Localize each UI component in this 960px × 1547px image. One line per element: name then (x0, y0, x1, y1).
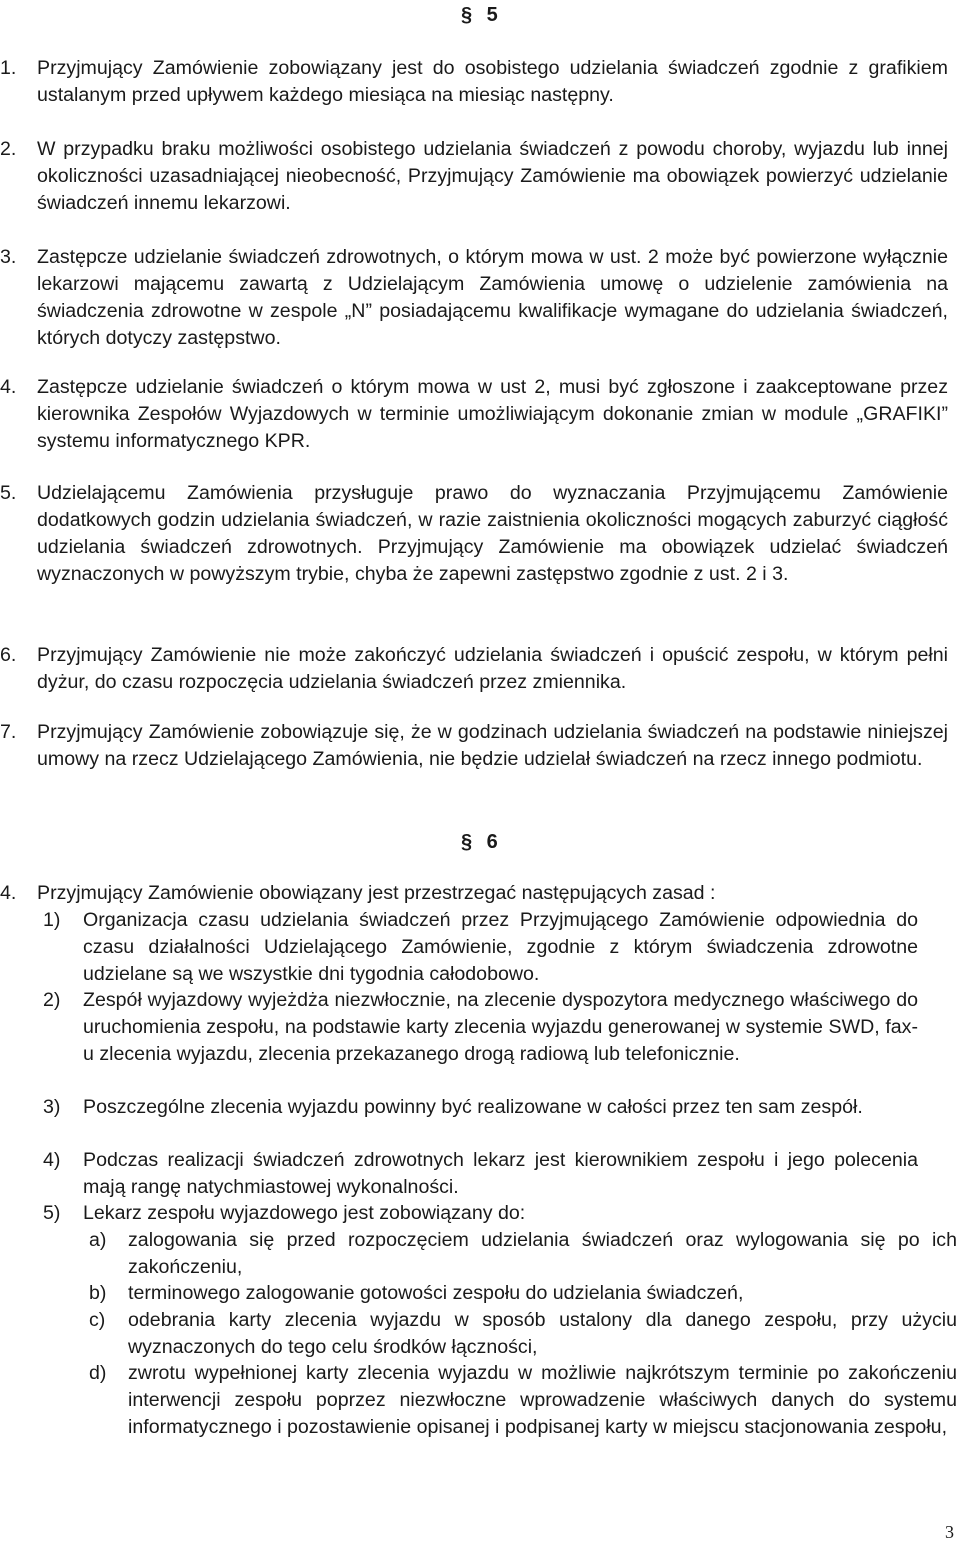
sub-item-b (89, 1280, 957, 1307)
sub-item-text: zwrotu wypełnionej karty zlecenia wyjazdu w możliwie najkrótszym terminie po zakończeniu interwencji zespołu poprzez niezwłoczne wprowadzenie właściwych danych do systemu informatycznego i pozostawienie opisanej i podpisanej karty w miejscu stacjonowania zespołu, (128, 1362, 957, 1438)
list-item-text: Zespół wyjazdowy wyjeżdża niezwłocznie, na zlecenie dyspozytora medycznego właściwego do uruchomienia zespołu, na podstawie karty zlecenia wyjazdu generowanej w systemie SWD, fax-u zlecenia wyjazdu, zlecenia przekazanego drogą radiową lub telefonicznie. (83, 989, 918, 1065)
sub-item-text: terminowego zalogowanie gotowości zespołu do udzielania świadczeń, (128, 1282, 744, 1304)
list-item-text: Lekarz zespołu wyjazdowego jest zobowiązany do: (83, 1202, 526, 1224)
page-number: 3 (945, 1522, 954, 1542)
list-item-5 (43, 1200, 918, 1227)
paragraph-number: 6. (0, 644, 17, 666)
sub-item-text: odebrania karty zlecenia wyjazdu w sposób ustalony dla danego zespołu, przy użyciu wyznaczonych do tego celu środków łączności, (128, 1309, 957, 1358)
sub-item-d (89, 1360, 957, 1441)
paragraph-text: W przypadku braku możliwości osobistego udzielania świadczeń z powodu choroby, wyjazdu lub innej okoliczności uzasadniającej nieobecność, Przyjmujący Zamówienie ma obowiązek powierzyć udzielanie świadczeń innemu lekarzowi. (37, 138, 948, 214)
section-sign: § (461, 831, 473, 853)
paragraph-5-6 (0, 642, 948, 696)
paragraph-5-1 (0, 55, 948, 109)
paragraph-text: Zastępcze udzielanie świadczeń o którym mowa w ust 2, musi być zgłoszone i zaakceptowane przez kierownika Zespołów Wyjazdowych w terminie umożliwiającym dokonanie zmian w module „GRAFIKI” systemu informatycznego KPR. (37, 376, 948, 452)
paragraph-number: 5. (0, 482, 17, 504)
sub-item-letter: c) (89, 1309, 106, 1331)
paragraph-6-4 (0, 880, 948, 907)
list-item-number: 5) (43, 1202, 61, 1224)
paragraph-5-2 (0, 136, 948, 217)
paragraph-number: 3. (0, 246, 17, 268)
list-item-text: Organizacja czasu udzielania świadczeń przez Przyjmującego Zamówienie odpowiednia do czasu działalności Udzielającego Zamówienie, zgodnie z którym świadczenia zdrowotne udzielane są we wszystkie dni tygodnia całodobowo. (83, 909, 918, 985)
paragraph-text: Przyjmujący Zamówienie nie może zakończyć udzielania świadczeń i opuścić zespołu, w którym pełni dyżur, do czasu rozpoczęcia udzielania świadczeń przez zmiennika. (37, 644, 948, 693)
paragraph-text: Przyjmujący Zamówienie zobowiązuje się, że w godzinach udzielania świadczeń na podstawie niniejszej umowy na rzecz Udzielającego Zamówienia, nie będzie udzielał świadczeń na rzecz innego podmiotu. (37, 721, 948, 770)
sub-item-letter: b) (89, 1282, 107, 1304)
paragraph-text: Udzielającemu Zamówienia przysługuje prawo do wyznaczania Przyjmującemu Zamówienie dodatkowych godzin udzielania świadczeń, w razie zaistnienia okoliczności mogących zaburzyć ciągłość udzielania świadczeń zdrowotnych. Przyjmujący Zamówienie ma obowiązek udzielać świadczeń wyznaczonych w powyższym trybie, chyba że zapewni zastępstwo zgodnie z ust. 2 i 3. (37, 482, 948, 585)
paragraph-text: Przyjmujący Zamówienie obowiązany jest przestrzegać następujących zasad : (37, 882, 716, 904)
sub-item-text: zalogowania się przed rozpoczęciem udzielania świadczeń oraz wylogowania się po ich zakończeniu, (128, 1229, 957, 1278)
list-item-2 (43, 987, 918, 1068)
list-item-4 (43, 1147, 918, 1201)
section-6-heading (461, 830, 498, 854)
section-number: 5 (486, 4, 499, 26)
paragraph-5-5 (0, 480, 948, 588)
sub-item-letter: d) (89, 1362, 107, 1384)
sub-item-a (89, 1227, 957, 1281)
section-number: 6 (486, 831, 499, 853)
list-item-1 (43, 907, 918, 988)
paragraph-number: 4. (0, 882, 17, 904)
list-item-text: Podczas realizacji świadczeń zdrowotnych lekarz jest kierownikiem zespołu i jego polecenia mają rangę natychmiastowej wykonalności. (83, 1149, 918, 1198)
sub-item-letter: a) (89, 1229, 107, 1251)
paragraph-number: 2. (0, 138, 17, 160)
paragraph-text: Przyjmujący Zamówienie zobowiązany jest do osobistego udzielania świadczeń zgodnie z grafikiem ustalanym przed upływem każdego miesiąca na miesiąc następny. (37, 57, 948, 106)
list-item-text: Poszczególne zlecenia wyjazdu powinny być realizowane w całości przez ten sam zespół. (83, 1096, 863, 1118)
section-5-heading (461, 3, 498, 27)
paragraph-number: 1. (0, 57, 17, 79)
paragraph-5-3 (0, 244, 948, 352)
list-item-number: 2) (43, 989, 61, 1011)
list-item-3 (43, 1094, 918, 1121)
list-item-number: 3) (43, 1096, 61, 1118)
section-sign: § (461, 4, 473, 26)
paragraph-number: 7. (0, 721, 17, 743)
paragraph-number: 4. (0, 376, 17, 398)
paragraph-5-4 (0, 374, 948, 455)
list-item-number: 4) (43, 1149, 61, 1171)
list-item-number: 1) (43, 909, 61, 931)
sub-item-c (89, 1307, 957, 1361)
paragraph-text: Zastępcze udzielanie świadczeń zdrowotnych, o którym mowa w ust. 2 może być powierzone wyłącznie lekarzowi mającemu zawartą z Udzielającym Zamówienia umowę o udzielenie zamówienia na świadczenia zdrowotne w zespole „N” posiadającemu kwalifikacje wymagane do udzielania świadczeń, których dotyczy zastępstwo. (37, 246, 948, 349)
paragraph-5-7 (0, 719, 948, 773)
